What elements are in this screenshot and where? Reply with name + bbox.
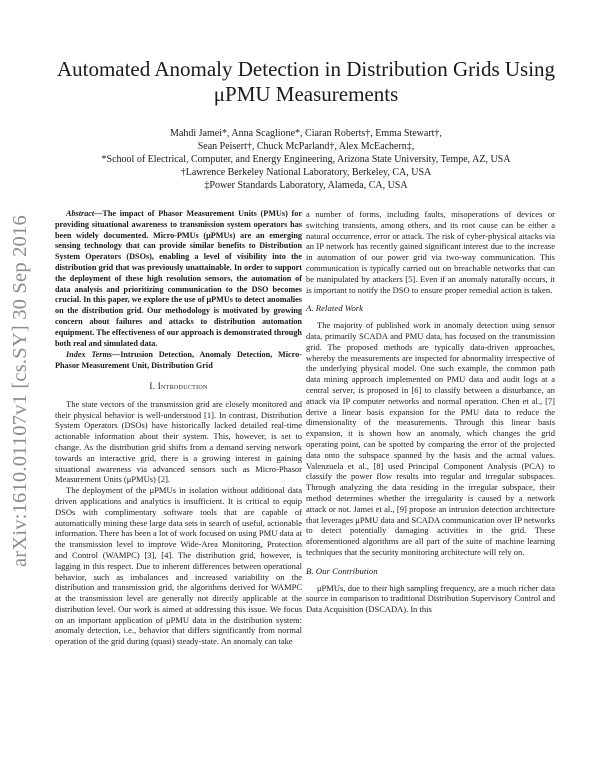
intro-paragraph-2: The deployment of the μPMUs in isolation without additional data driven applications and analytics is insufficient. It is critical to equip DSOs with complimentary software tools that are capable of automatically mining these large data sets in search of useful, actionable information. There has been a lot of work focused on using PMU data at the transmission level to improve Wide-Area Monitoring, Protection and Control (WAMPC) [3], [4]. The distribution grid, however, is lagging in this respect. Due to inherent differences between operational behavior, such as imbalances and increased variability on the distribution and transmission grid, the algorithms derived for WAMPC at the transmission level are generally not directly applicable at the distribution level. Our work is aimed at addressing this issue. We focus on an important application of μPMU data in the distribution system: anomaly detection, i.e., behavior that differs significantly from normal operation of the grid during (quasi) steady-state. An anomaly can take bbox=[55, 485, 302, 647]
subsection-heading-contribution: B. Our Contribution bbox=[306, 565, 378, 576]
paper-title: Automated Anomaly Detection in Distribution Grids Using μPMU Measurements bbox=[56, 57, 556, 106]
abstract bbox=[55, 209, 302, 349]
intro-paragraph-1: The state vectors of the transmission grid are closely monitored and their physical behavior is well-understood [1]. In contrast, Distribution System Operators (DSOs) have historically lacked detailed real-time actionable information about their system. This, however, is set to change. As the distribution grid shifts from a demand serving network towards an interactive grid, there is a growing interest in gaining situational awareness via advanced sensors such as Micro-Phasor Measurement Units (μPMUs) [2]. bbox=[55, 398, 302, 485]
authors-line-1: Mahdi Jamei*, Anna Scaglione*, Ciaran Roberts†, Emma Stewart†, bbox=[170, 128, 442, 139]
left-column bbox=[55, 209, 302, 647]
affiliation-lbnl: †Lawrence Berkeley National Laboratory, Berkeley, CA, USA bbox=[180, 167, 432, 178]
abstract-label: Abstract— bbox=[66, 209, 103, 218]
contribution-paragraph: μPMUs, due to their high sampling frequency, are a much richer data source in comparison to traditional Distribution Supervisory Control and Data Acquisition (DSCADA). In this bbox=[306, 582, 555, 615]
index-terms-text: Intrusion Detection, Anomaly Detection, Micro-Phasor Measurement Unit, Distribution Grid bbox=[55, 350, 302, 371]
right-column bbox=[306, 209, 555, 615]
affiliation-psl: ‡Power Standards Laboratory, Alameda, CA, USA bbox=[204, 180, 408, 191]
index-terms-label: Index Terms— bbox=[66, 350, 121, 360]
section-heading-introduction: I. Introduction bbox=[149, 380, 208, 391]
arxiv-identifier: arXiv:1610.01107v1 [cs.SY] 30 Sep 2016 bbox=[9, 215, 31, 567]
related-work-paragraph: The majority of published work in anomaly detection using sensor data, primarily SCADA and PMU data, has focused on the transmission grid. The proposed methods are typically data-driven approaches, whereby the measurements are inspected for abnormality irrespective of the underlying physical model. One such example, the common path data mining approach implemented on PMU data and audit logs at a central server, is proposed in [6] to classify between a disturbance, an attack via IP computer networks and normal operation. Chen et al., [7] derive a linear basis expansion for the PMU data to reduce the dimensionality of the measurements. Through this linear basis expansion, it is shown how an anomaly, which changes the grid operating point, can be spotted by comparing the error of the projected data onto the subspace spanned by the basis and the actual values. Valenzuela et al., [8] used Principal Component Analysis (PCA) to classify the power flow results into regular and irregular subspaces. Through analyzing the data residing in the irregular subspace, their method determines whether the irregularity is caused by a network attack or not. Jamei et al., [9] propose an intrusion detection architecture that leverages μPMU data and SCADA communication over IP networks to detect potentially damaging activities in the grid. These aforementioned algorithms are all part of the suite of machine learning techniques that the security monitoring architecture will rely on. bbox=[306, 320, 555, 557]
abstract-text: The impact of Phasor Measurement Units (PMUs) for providing situational awareness to transmission system operators has been widely documented. Micro-PMUs (μPMUs) are an emerging sensing technology that can provide similar benefits to Distribution System Operators (DSOs), enabling a level of visibility into the distribution grid that was previously unattainable. In order to support the deployment of these high resolution sensors, the automation of data analysis and prioritizing communication to the DSO becomes crucial. In this paper, we explore the use of μPMUs to detect anomalies on the distribution grid. Our methodology is motivated by growing concern about failures and attacks to distribution automation equipment. The effectiveness of our approach is demonstrated through both real and simulated data. bbox=[55, 209, 302, 348]
subsection-heading-related-work: A. Related Work bbox=[306, 303, 364, 314]
affiliation-asu: *School of Electrical, Computer, and Energy Engineering, Arizona State University, Tempe, AZ, USA bbox=[101, 154, 511, 165]
index-terms bbox=[55, 350, 302, 372]
authors-line-2: Sean Peisert†, Chuck McParland†, Alex McEachern‡, bbox=[197, 141, 415, 152]
intro-paragraph-continued: a number of forms, including faults, misoperations of devices or switching transients, among others, and its root cause can be either a natural occurrence, error or attack. The risk of cyber-physical attacks via an IP network has recently gained significant interest due to the increase in automation of our power grid via two-way communication. This communication is typically carried out on breachable networks that can be manipulated by attackers [5]. Even if an anomaly naturally occurs, it is important to notify the DSO to ensure proper remedial action is taken. bbox=[306, 209, 555, 295]
